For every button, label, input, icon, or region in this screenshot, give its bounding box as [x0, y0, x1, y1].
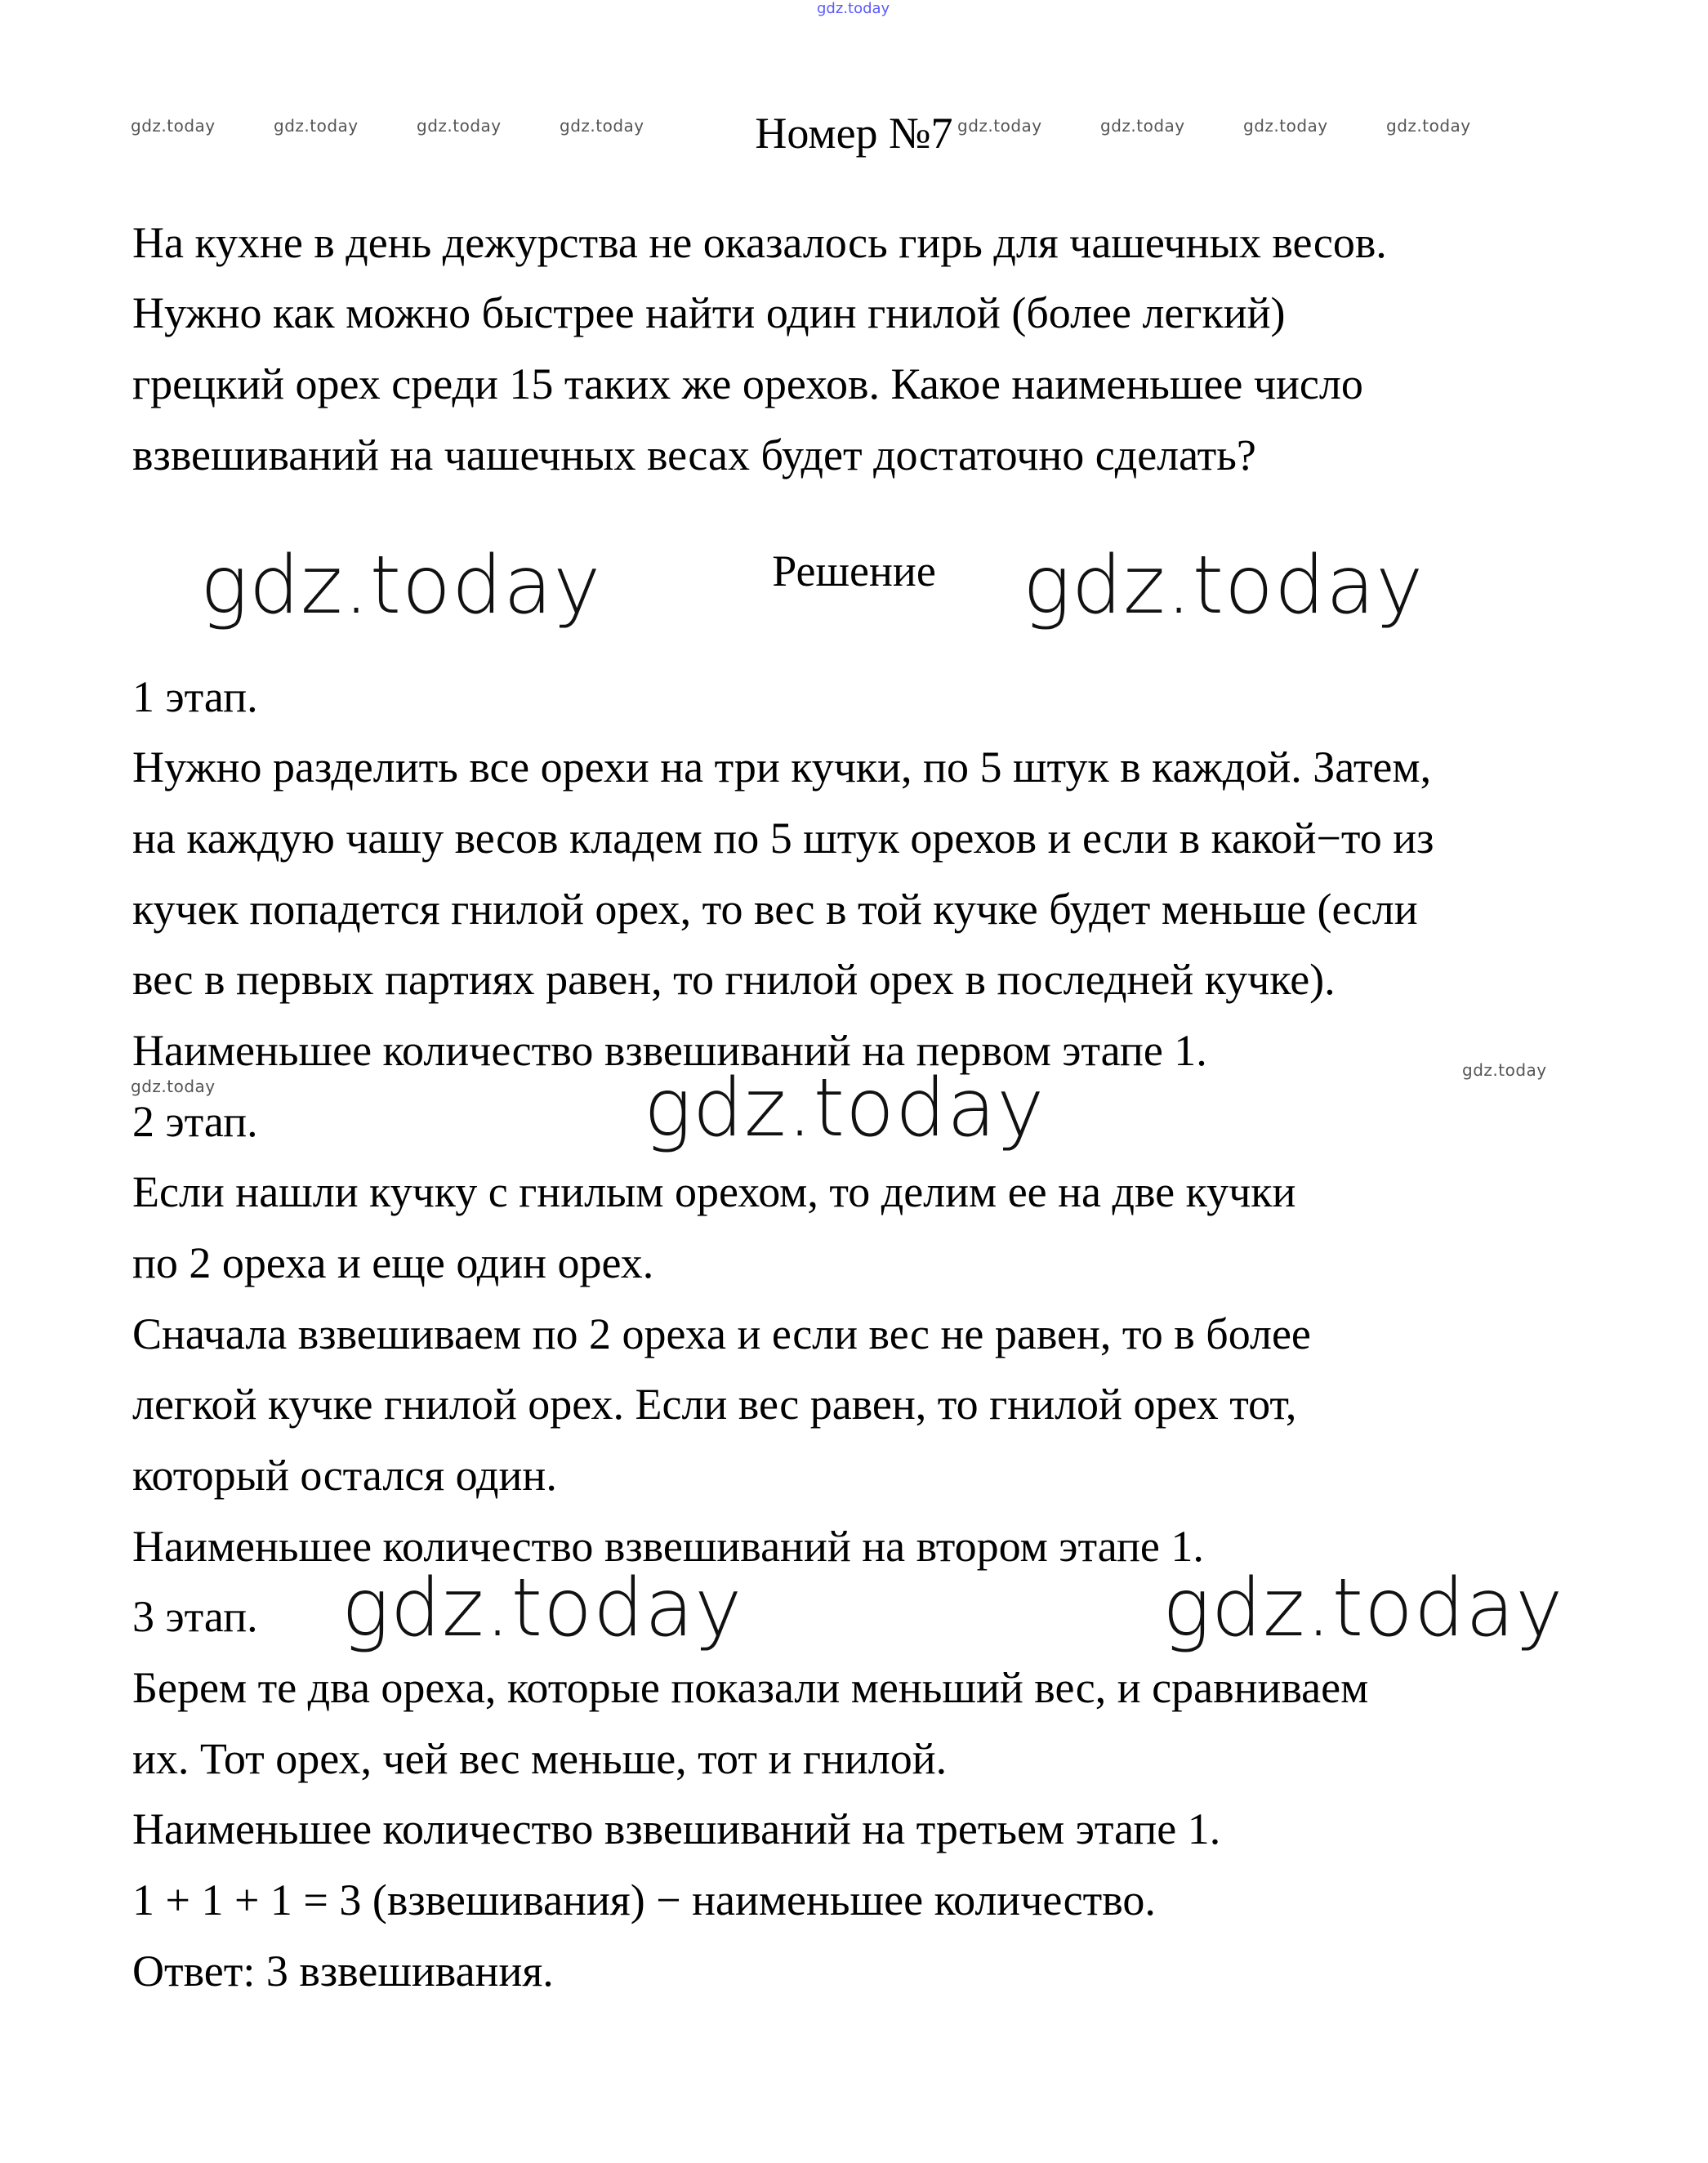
stage-2-line: легкой кучке гнилой орех. Если вес равен, то гнилой орех тот,: [132, 1380, 1297, 1429]
stage-3-heading: 3 этап.: [132, 1592, 258, 1641]
stage-2-result: Наименьшее количество взвешиваний на втором этапе 1.: [132, 1522, 1204, 1571]
watermark-large: gdz.today: [644, 1062, 1046, 1155]
page-title: Номер №7: [755, 109, 953, 158]
stage-2-line: по 2 ореха и еще один орех.: [132, 1238, 654, 1287]
stage-3-line: Берем те два ореха, которые показали меньший вес, и сравниваем: [132, 1663, 1369, 1712]
watermark-small: gdz.today: [274, 116, 359, 136]
watermark-small: gdz.today: [1386, 116, 1471, 136]
watermark-small: gdz.today: [131, 116, 216, 136]
problem-line: взвешиваний на чашечных весах будет достаточно сделать?: [132, 430, 1256, 479]
watermark-large: gdz.today: [341, 1562, 743, 1655]
watermark-small: gdz.today: [417, 116, 502, 136]
stage-2-line: Если нашли кучку с гнилым орехом, то делим ее на две кучки: [132, 1167, 1296, 1216]
stage-2-line: который остался один.: [132, 1451, 557, 1500]
stage-1-heading: 1 этап.: [132, 672, 258, 721]
solution-heading: Решение: [772, 546, 936, 595]
watermark-small: gdz.today: [957, 116, 1042, 136]
watermark-top: gdz.today: [817, 0, 890, 17]
stage-1-result: Наименьшее количество взвешиваний на первом этапе 1.: [132, 1026, 1207, 1075]
watermark-large: gdz.today: [1162, 1562, 1564, 1655]
stage-3-result: Наименьшее количество взвешиваний на третьем этапе 1.: [132, 1804, 1221, 1853]
watermark-small: gdz.today: [1100, 116, 1185, 136]
watermark-large: gdz.today: [1023, 539, 1425, 632]
watermark-small: gdz.today: [1462, 1060, 1547, 1080]
stage-1-line: кучек попадется гнилой орех, то вес в той кучке будет меньше (если: [132, 885, 1418, 934]
stage-2-heading: 2 этап.: [132, 1097, 258, 1146]
watermark-small: gdz.today: [131, 1077, 216, 1096]
stage-1-line: Нужно разделить все орехи на три кучки, по 5 штук в каждой. Затем,: [132, 743, 1432, 792]
problem-line: На кухне в день дежурства не оказалось гирь для чашечных весов.: [132, 218, 1387, 267]
total-calculation: 1 + 1 + 1 = 3 (взвешивания) − наименьшее количество.: [132, 1875, 1156, 1924]
stage-2-line: Сначала взвешиваем по 2 ореха и если вес не равен, то в более: [132, 1309, 1311, 1358]
watermark-small: gdz.today: [560, 116, 644, 136]
answer: Ответ: 3 взвешивания.: [132, 1947, 554, 1996]
stage-1-line: вес в первых партиях равен, то гнилой орех в последней кучке).: [132, 955, 1336, 1004]
watermark-large: gdz.today: [200, 539, 602, 632]
problem-line: Нужно как можно быстрее найти один гнилой (более легкий): [132, 288, 1286, 337]
stage-3-line: их. Тот орех, чей вес меньше, тот и гнилой.: [132, 1734, 948, 1783]
stage-1-line: на каждую чашу весов кладем по 5 штук орехов и если в какой−то из: [132, 814, 1434, 863]
problem-line: грецкий орех среди 15 таких же орехов. Какое наименьшее число: [132, 359, 1363, 408]
watermark-small: gdz.today: [1243, 116, 1328, 136]
